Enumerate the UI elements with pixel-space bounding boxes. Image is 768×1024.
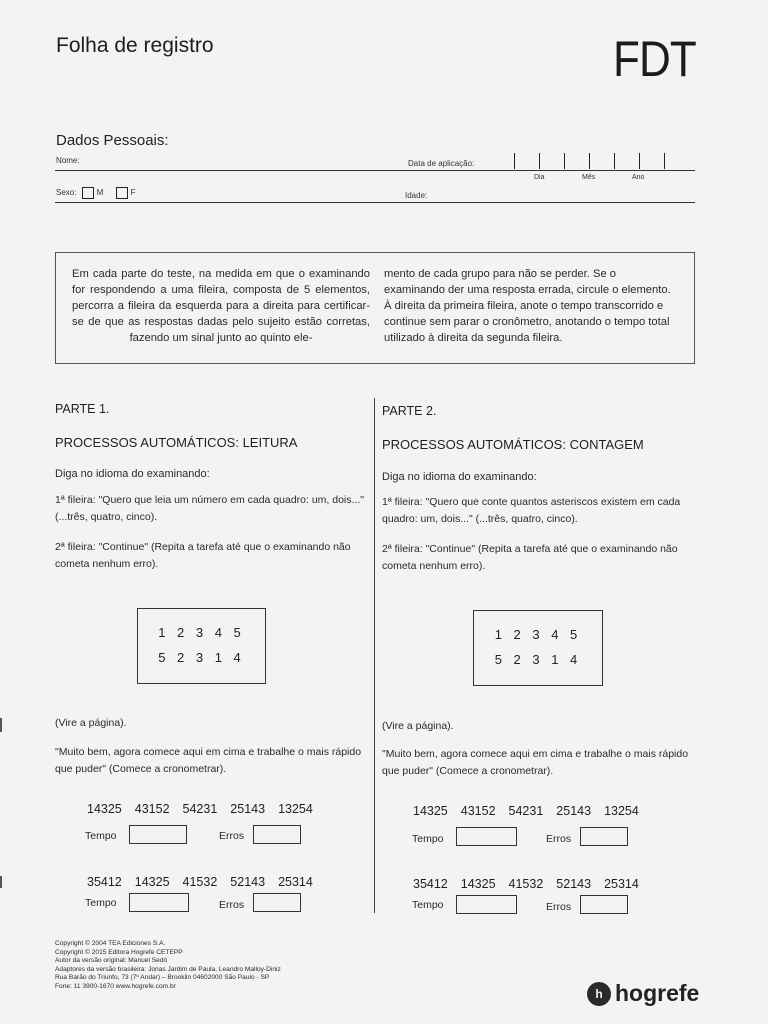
item: 13254	[604, 804, 639, 818]
item: 52143	[230, 875, 266, 889]
part2-row1-instruction: 1ª fileira: "Quero que conte quantos asteriscos existem em cada quadro: um, dois..." (...três, quatro, cinco).	[382, 496, 681, 525]
date-tick	[664, 153, 665, 169]
part1-errors1-box[interactable]	[253, 825, 301, 844]
test-code: FDT	[613, 31, 696, 87]
part1-row1-instruction: 1ª fileira: "Quero que leia um número em cada quadro: um, dois..." (...três, quatro, cinco).	[55, 494, 364, 523]
scan-edge-mark	[0, 876, 2, 888]
personal-data-heading: Dados Pessoais:	[56, 132, 169, 149]
part1-turn-page: (Vire a página).	[55, 717, 127, 729]
part1-time2-label: Tempo	[85, 897, 117, 909]
hogrefe-logo-icon: h	[587, 982, 611, 1006]
part1-time1-box[interactable]	[129, 825, 187, 844]
name-label: Nome:	[56, 156, 80, 165]
sex-m-checkbox[interactable]	[82, 187, 94, 199]
part1-time1-label: Tempo	[85, 830, 117, 842]
year-label: Ano	[632, 174, 645, 181]
part2-row2-instruction: 2ª fileira: "Continue" (Repita a tarefa até que o examinando não cometa nenhum erro).	[382, 543, 678, 572]
part1-row2-instruction: 2ª fileira: "Continue" (Repita a tarefa até que o examinando não cometa nenhum erro).	[55, 541, 351, 570]
part2-row2	[413, 877, 652, 891]
footer-line: Copyright © 2004 TEA Ediciones S.A.	[55, 940, 166, 947]
part2-errors2-label: Erros	[546, 901, 572, 913]
date-tick	[564, 153, 565, 169]
day-label: Dia	[534, 174, 545, 181]
date-tick	[639, 153, 640, 169]
part2-errors1-box[interactable]	[580, 827, 628, 846]
part2-example-line1: 1 2 3 4 5	[494, 627, 582, 642]
sex-label: Sexo:	[56, 188, 77, 198]
hogrefe-logo-text: hogrefe	[615, 980, 700, 1006]
item: 25143	[230, 802, 266, 816]
item: 41532	[182, 875, 218, 889]
item: 14325	[460, 877, 496, 891]
item: 14325	[87, 802, 122, 816]
part1-start-instruction: "Muito bem, agora comece aqui em cima e trabalhe o mais rápido que puder" (Comece a cronometrar).	[55, 746, 362, 775]
part2-process: PROCESSOS AUTOMÁTICOS: CONTAGEM	[382, 437, 644, 452]
part2-turn-page: (Vire a página).	[382, 720, 454, 732]
item: 43152	[134, 802, 170, 816]
part1-say: Diga no idioma do examinando:	[55, 468, 210, 480]
part1-process: PROCESSOS AUTOMÁTICOS: LEITURA	[55, 435, 298, 450]
instructions-right: mento de cada grupo para não se perder. Se o examinando der uma resposta errada, circule o elemento. À direita da primeira fileira, anote o tempo transcorrido e continue sem parar o cronômetro, anotando o tempo total utilizado à direita da segunda fileira.	[384, 268, 671, 344]
date-tick	[589, 153, 590, 169]
part2-say: Diga no idioma do examinando:	[382, 471, 537, 483]
scan-edge-mark	[0, 718, 2, 732]
part1-example-line2: 5 2 3 1 4	[158, 650, 245, 665]
part2-example-line2: 5 2 3 1 4	[494, 652, 582, 667]
column-divider	[374, 398, 375, 913]
part1-errors2-label: Erros	[219, 899, 245, 911]
age-label: Idade:	[405, 191, 428, 200]
name-date-line	[55, 170, 695, 171]
month-label: Mês	[582, 174, 596, 181]
part2-time2-label: Tempo	[412, 899, 444, 911]
sex-m-label: M	[96, 188, 104, 198]
item: 54231	[182, 802, 218, 816]
hogrefe-logo	[587, 980, 699, 1007]
date-tick	[539, 153, 540, 169]
part2-example-box	[473, 610, 603, 686]
item: 54231	[508, 804, 544, 818]
item: 25143	[556, 804, 592, 818]
part1-errors1-label: Erros	[219, 830, 245, 842]
footer-line: Autor da versão original: Manuel Sedó	[55, 957, 168, 965]
footer-line: Rua Barão do Triunfo, 73 (7º Andar) – Brooklin 04602000 São Paulo - SP	[55, 974, 270, 982]
footer-line: Copyright © 2015 Editora Hogrefe CETEPP	[55, 948, 183, 956]
item: 43152	[460, 804, 496, 818]
part1-example-box	[137, 608, 266, 684]
part2-time1-label: Tempo	[412, 833, 444, 845]
page-title: Folha de registro	[56, 34, 214, 57]
item: 52143	[556, 877, 592, 891]
footer-line: Adaptores da versão brasileira: Jonas Jardim de Paula, Leandro Malloy-Diniz	[55, 965, 281, 973]
part2-row1	[413, 804, 652, 818]
part2-label: PARTE 2.	[382, 404, 437, 418]
part1-errors2-box[interactable]	[253, 893, 301, 912]
item: 13254	[278, 802, 313, 816]
item: 35412	[413, 877, 448, 891]
part2-start-instruction: "Muito bem, agora comece aqui em cima e trabalhe o mais rápido que puder" (Comece a cronometrar).	[382, 748, 689, 777]
item: 25314	[604, 877, 639, 891]
part1-row2	[87, 875, 326, 889]
part1-row1	[87, 802, 326, 816]
date-label: Data de aplicação:	[408, 159, 475, 168]
item: 14325	[134, 875, 170, 889]
part2-errors2-box[interactable]	[580, 895, 628, 914]
item: 35412	[87, 875, 122, 889]
part1-time2-box[interactable]	[129, 893, 189, 912]
part1-example-line1: 1 2 3 4 5	[158, 625, 245, 640]
item: 14325	[413, 804, 448, 818]
item: 25314	[278, 875, 313, 889]
copyright-footer	[55, 940, 281, 992]
sex-f-label: F	[130, 188, 136, 198]
sex-field	[56, 187, 136, 199]
part2-errors1-label: Erros	[546, 833, 572, 845]
footer-line: Fone: 11 3900-1670 www.hogrefe.com.br	[55, 982, 176, 990]
sex-age-line	[55, 202, 695, 203]
part1-label: PARTE 1.	[55, 402, 110, 416]
part2-time2-box[interactable]	[456, 895, 517, 914]
instructions-left: Em cada parte do teste, na medida em que o examinando for respondendo a uma fileira, composta de 5 elementos, percorra a fileira da esquerda para a direita para certificar-se de que as respostas dadas pelo sujeito estão corretas, fazendo um sinal junto ao quinto ele-	[72, 268, 370, 344]
sex-f-checkbox[interactable]	[116, 187, 128, 199]
part2-time1-box[interactable]	[456, 827, 517, 846]
item: 41532	[508, 877, 544, 891]
instructions-box	[55, 252, 695, 364]
date-tick	[614, 153, 615, 169]
date-tick	[514, 153, 515, 169]
